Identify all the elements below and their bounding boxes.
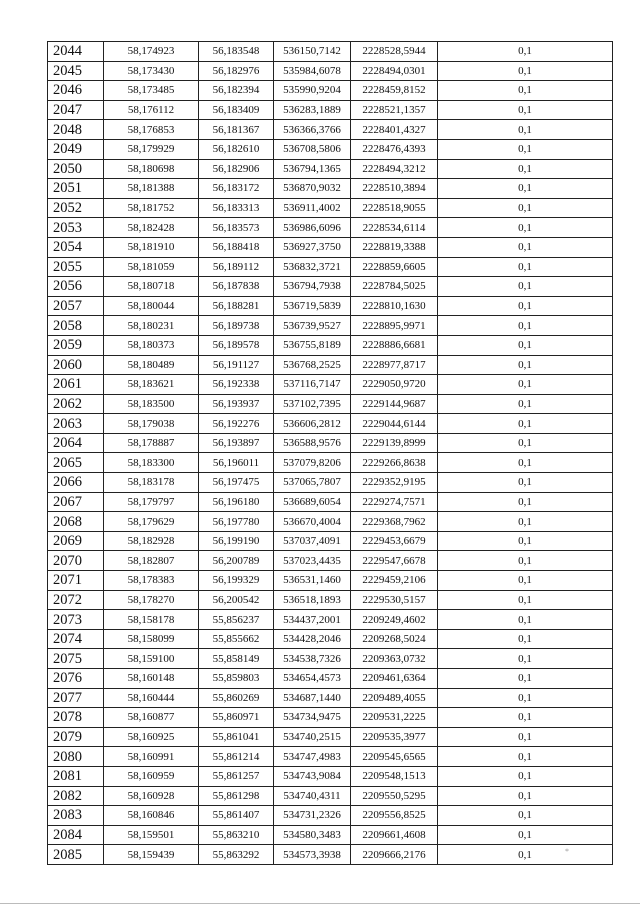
x-coordinate-cell: 536755,8189: [274, 335, 351, 355]
y-coordinate-cell: 2209535,3977: [351, 727, 438, 747]
point-number-cell: 2069: [48, 531, 104, 551]
y-coordinate-cell: 2228895,9971: [351, 316, 438, 336]
x-coordinate-cell: 534437,2001: [274, 610, 351, 630]
point-number-cell: 2081: [48, 766, 104, 786]
latitude-cell: 58,160959: [104, 766, 199, 786]
latitude-cell: 58,160928: [104, 786, 199, 806]
y-coordinate-cell: 2209661,4608: [351, 825, 438, 845]
table-row: [48, 139, 613, 159]
longitude-cell: 56,193897: [199, 433, 274, 453]
latitude-cell: 58,183621: [104, 375, 199, 395]
longitude-cell: 55,861407: [199, 806, 274, 826]
value-cell: 0,1: [438, 414, 613, 434]
y-coordinate-cell: 2209249,4602: [351, 610, 438, 630]
latitude-cell: 58,174923: [104, 42, 199, 62]
longitude-cell: 55,863210: [199, 825, 274, 845]
table-row: [48, 571, 613, 591]
table-row: [48, 629, 613, 649]
point-number-cell: 2079: [48, 727, 104, 747]
x-coordinate-cell: 536588,9576: [274, 433, 351, 453]
longitude-cell: 55,856237: [199, 610, 274, 630]
table-row: [48, 335, 613, 355]
x-coordinate-cell: 536518,1893: [274, 590, 351, 610]
point-number-cell: 2065: [48, 453, 104, 473]
value-cell: 0,1: [438, 708, 613, 728]
value-cell: 0,1: [438, 747, 613, 767]
table-row: [48, 433, 613, 453]
longitude-cell: 56,192276: [199, 414, 274, 434]
longitude-cell: 56,188418: [199, 237, 274, 257]
x-coordinate-cell: 536794,1365: [274, 159, 351, 179]
longitude-cell: 56,183573: [199, 218, 274, 238]
point-number-cell: 2061: [48, 375, 104, 395]
value-cell: 0,1: [438, 198, 613, 218]
y-coordinate-cell: 2229139,8999: [351, 433, 438, 453]
table-row: [48, 120, 613, 140]
coordinates-table: [47, 41, 613, 865]
table-row: [48, 845, 613, 865]
latitude-cell: 58,181059: [104, 257, 199, 277]
longitude-cell: 56,183548: [199, 42, 274, 62]
y-coordinate-cell: 2209461,6364: [351, 669, 438, 689]
table-row: [48, 257, 613, 277]
y-coordinate-cell: 2229368,7962: [351, 512, 438, 532]
x-coordinate-cell: 536689,6054: [274, 492, 351, 512]
longitude-cell: 56,196011: [199, 453, 274, 473]
value-cell: 0,1: [438, 159, 613, 179]
value-cell: 0,1: [438, 531, 613, 551]
value-cell: 0,1: [438, 590, 613, 610]
longitude-cell: 55,858149: [199, 649, 274, 669]
page-bottom-edge: [0, 903, 640, 904]
point-number-cell: 2054: [48, 237, 104, 257]
latitude-cell: 58,182428: [104, 218, 199, 238]
x-coordinate-cell: 536670,4004: [274, 512, 351, 532]
longitude-cell: 56,188281: [199, 296, 274, 316]
value-cell: 0,1: [438, 100, 613, 120]
y-coordinate-cell: 2228494,0301: [351, 61, 438, 81]
point-number-cell: 2057: [48, 296, 104, 316]
longitude-cell: 56,200542: [199, 590, 274, 610]
latitude-cell: 58,178270: [104, 590, 199, 610]
point-number-cell: 2077: [48, 688, 104, 708]
latitude-cell: 58,179929: [104, 139, 199, 159]
x-coordinate-cell: 534747,4983: [274, 747, 351, 767]
y-coordinate-cell: 2229352,9195: [351, 473, 438, 493]
longitude-cell: 56,193937: [199, 394, 274, 414]
latitude-cell: 58,180718: [104, 277, 199, 297]
longitude-cell: 55,861257: [199, 766, 274, 786]
longitude-cell: 56,197780: [199, 512, 274, 532]
y-coordinate-cell: 2228401,4327: [351, 120, 438, 140]
y-coordinate-cell: 2209489,4055: [351, 688, 438, 708]
table-row: [48, 492, 613, 512]
longitude-cell: 55,861298: [199, 786, 274, 806]
longitude-cell: 56,182394: [199, 81, 274, 101]
value-cell: 0,1: [438, 179, 613, 199]
y-coordinate-cell: 2229274,7571: [351, 492, 438, 512]
latitude-cell: 58,180044: [104, 296, 199, 316]
longitude-cell: 55,860971: [199, 708, 274, 728]
value-cell: 0,1: [438, 316, 613, 336]
table-row: [48, 375, 613, 395]
value-cell: 0,1: [438, 806, 613, 826]
longitude-cell: 56,183313: [199, 198, 274, 218]
x-coordinate-cell: 536986,6096: [274, 218, 351, 238]
y-coordinate-cell: 2229044,6144: [351, 414, 438, 434]
latitude-cell: 58,179797: [104, 492, 199, 512]
value-cell: 0,1: [438, 218, 613, 238]
point-number-cell: 2070: [48, 551, 104, 571]
value-cell: 0,1: [438, 786, 613, 806]
longitude-cell: 56,200789: [199, 551, 274, 571]
table-row: [48, 786, 613, 806]
x-coordinate-cell: 537102,7395: [274, 394, 351, 414]
table-row: [48, 551, 613, 571]
point-number-cell: 2073: [48, 610, 104, 630]
x-coordinate-cell: 536794,7938: [274, 277, 351, 297]
latitude-cell: 58,181752: [104, 198, 199, 218]
table-row: [48, 453, 613, 473]
latitude-cell: 58,158099: [104, 629, 199, 649]
x-coordinate-cell: 536719,5839: [274, 296, 351, 316]
table-row: [48, 159, 613, 179]
latitude-cell: 58,173430: [104, 61, 199, 81]
point-number-cell: 2068: [48, 512, 104, 532]
value-cell: 0,1: [438, 492, 613, 512]
table-row: [48, 649, 613, 669]
table-row: [48, 100, 613, 120]
point-number-cell: 2078: [48, 708, 104, 728]
x-coordinate-cell: 534740,4311: [274, 786, 351, 806]
y-coordinate-cell: 2209556,8525: [351, 806, 438, 826]
value-cell: 0,1: [438, 571, 613, 591]
value-cell: 0,1: [438, 277, 613, 297]
value-cell: 0,1: [438, 296, 613, 316]
x-coordinate-cell: 534428,2046: [274, 629, 351, 649]
table-row: [48, 394, 613, 414]
table-row: [48, 355, 613, 375]
x-coordinate-cell: 536911,4002: [274, 198, 351, 218]
x-coordinate-cell: 534654,4573: [274, 669, 351, 689]
latitude-cell: 58,160877: [104, 708, 199, 728]
x-coordinate-cell: 537116,7147: [274, 375, 351, 395]
y-coordinate-cell: 2228534,6114: [351, 218, 438, 238]
latitude-cell: 58,179038: [104, 414, 199, 434]
longitude-cell: 56,191127: [199, 355, 274, 375]
value-cell: 0,1: [438, 355, 613, 375]
longitude-cell: 56,181367: [199, 120, 274, 140]
x-coordinate-cell: 536739,9527: [274, 316, 351, 336]
y-coordinate-cell: 2228476,4393: [351, 139, 438, 159]
x-coordinate-cell: 534573,3938: [274, 845, 351, 865]
longitude-cell: 56,199329: [199, 571, 274, 591]
value-cell: 0,1: [438, 825, 613, 845]
latitude-cell: 58,183300: [104, 453, 199, 473]
value-cell: 0,1: [438, 669, 613, 689]
x-coordinate-cell: 536832,3721: [274, 257, 351, 277]
latitude-cell: 58,160925: [104, 727, 199, 747]
point-number-cell: 2048: [48, 120, 104, 140]
latitude-cell: 58,176112: [104, 100, 199, 120]
y-coordinate-cell: 2229459,2106: [351, 571, 438, 591]
y-coordinate-cell: 2229144,9687: [351, 394, 438, 414]
longitude-cell: 55,863292: [199, 845, 274, 865]
value-cell: 0,1: [438, 727, 613, 747]
value-cell: 0,1: [438, 120, 613, 140]
y-coordinate-cell: 2228859,6605: [351, 257, 438, 277]
latitude-cell: 58,179629: [104, 512, 199, 532]
table-row: [48, 179, 613, 199]
latitude-cell: 58,180489: [104, 355, 199, 375]
point-number-cell: 2053: [48, 218, 104, 238]
x-coordinate-cell: 534580,3483: [274, 825, 351, 845]
table-row: [48, 806, 613, 826]
table-row: [48, 610, 613, 630]
point-number-cell: 2050: [48, 159, 104, 179]
value-cell: 0,1: [438, 139, 613, 159]
point-number-cell: 2071: [48, 571, 104, 591]
latitude-cell: 58,182928: [104, 531, 199, 551]
latitude-cell: 58,180698: [104, 159, 199, 179]
latitude-cell: 58,158178: [104, 610, 199, 630]
scan-speck: *: [565, 847, 569, 856]
longitude-cell: 56,189112: [199, 257, 274, 277]
point-number-cell: 2084: [48, 825, 104, 845]
longitude-cell: 56,199190: [199, 531, 274, 551]
x-coordinate-cell: 536870,9032: [274, 179, 351, 199]
value-cell: 0,1: [438, 512, 613, 532]
latitude-cell: 58,183500: [104, 394, 199, 414]
x-coordinate-cell: 534731,2326: [274, 806, 351, 826]
table-row: [48, 708, 613, 728]
table-row: [48, 747, 613, 767]
table-row: [48, 669, 613, 689]
value-cell: 0,1: [438, 649, 613, 669]
value-cell: 0,1: [438, 551, 613, 571]
x-coordinate-cell: 536283,1889: [274, 100, 351, 120]
point-number-cell: 2052: [48, 198, 104, 218]
latitude-cell: 58,160991: [104, 747, 199, 767]
point-number-cell: 2080: [48, 747, 104, 767]
y-coordinate-cell: 2209268,5024: [351, 629, 438, 649]
latitude-cell: 58,181388: [104, 179, 199, 199]
table-row: [48, 825, 613, 845]
table-body: [48, 42, 613, 865]
value-cell: 0,1: [438, 845, 613, 865]
y-coordinate-cell: 2228459,8152: [351, 81, 438, 101]
point-number-cell: 2075: [48, 649, 104, 669]
longitude-cell: 56,192338: [199, 375, 274, 395]
point-number-cell: 2072: [48, 590, 104, 610]
point-number-cell: 2062: [48, 394, 104, 414]
x-coordinate-cell: 536531,1460: [274, 571, 351, 591]
point-number-cell: 2044: [48, 42, 104, 62]
y-coordinate-cell: 2228528,5944: [351, 42, 438, 62]
value-cell: 0,1: [438, 61, 613, 81]
table-row: [48, 688, 613, 708]
value-cell: 0,1: [438, 257, 613, 277]
value-cell: 0,1: [438, 237, 613, 257]
y-coordinate-cell: 2229050,9720: [351, 375, 438, 395]
table-row: [48, 414, 613, 434]
y-coordinate-cell: 2209666,2176: [351, 845, 438, 865]
value-cell: 0,1: [438, 453, 613, 473]
table-row: [48, 512, 613, 532]
longitude-cell: 56,189578: [199, 335, 274, 355]
value-cell: 0,1: [438, 610, 613, 630]
point-number-cell: 2066: [48, 473, 104, 493]
table-row: [48, 198, 613, 218]
latitude-cell: 58,180373: [104, 335, 199, 355]
point-number-cell: 2060: [48, 355, 104, 375]
table-row: [48, 218, 613, 238]
x-coordinate-cell: 536927,3750: [274, 237, 351, 257]
x-coordinate-cell: 537065,7807: [274, 473, 351, 493]
latitude-cell: 58,178887: [104, 433, 199, 453]
point-number-cell: 2058: [48, 316, 104, 336]
latitude-cell: 58,160846: [104, 806, 199, 826]
table-row: [48, 61, 613, 81]
longitude-cell: 55,860269: [199, 688, 274, 708]
latitude-cell: 58,173485: [104, 81, 199, 101]
point-number-cell: 2047: [48, 100, 104, 120]
point-number-cell: 2055: [48, 257, 104, 277]
x-coordinate-cell: 537037,4091: [274, 531, 351, 551]
point-number-cell: 2067: [48, 492, 104, 512]
x-coordinate-cell: 536150,7142: [274, 42, 351, 62]
latitude-cell: 58,182807: [104, 551, 199, 571]
value-cell: 0,1: [438, 766, 613, 786]
point-number-cell: 2064: [48, 433, 104, 453]
longitude-cell: 56,187838: [199, 277, 274, 297]
longitude-cell: 56,196180: [199, 492, 274, 512]
latitude-cell: 58,159100: [104, 649, 199, 669]
latitude-cell: 58,160444: [104, 688, 199, 708]
latitude-cell: 58,178383: [104, 571, 199, 591]
x-coordinate-cell: 536606,2812: [274, 414, 351, 434]
longitude-cell: 55,861041: [199, 727, 274, 747]
x-coordinate-cell: 535990,9204: [274, 81, 351, 101]
latitude-cell: 58,181910: [104, 237, 199, 257]
point-number-cell: 2049: [48, 139, 104, 159]
y-coordinate-cell: 2209363,0732: [351, 649, 438, 669]
value-cell: 0,1: [438, 433, 613, 453]
latitude-cell: 58,183178: [104, 473, 199, 493]
point-number-cell: 2051: [48, 179, 104, 199]
longitude-cell: 56,182610: [199, 139, 274, 159]
x-coordinate-cell: 534740,2515: [274, 727, 351, 747]
latitude-cell: 58,159439: [104, 845, 199, 865]
y-coordinate-cell: 2228518,9055: [351, 198, 438, 218]
x-coordinate-cell: 534538,7326: [274, 649, 351, 669]
y-coordinate-cell: 2209531,2225: [351, 708, 438, 728]
table-row: [48, 237, 613, 257]
value-cell: 0,1: [438, 81, 613, 101]
value-cell: 0,1: [438, 473, 613, 493]
y-coordinate-cell: 2209548,1513: [351, 766, 438, 786]
longitude-cell: 56,182906: [199, 159, 274, 179]
point-number-cell: 2059: [48, 335, 104, 355]
latitude-cell: 58,160148: [104, 669, 199, 689]
longitude-cell: 56,182976: [199, 61, 274, 81]
y-coordinate-cell: 2228886,6681: [351, 335, 438, 355]
y-coordinate-cell: 2229547,6678: [351, 551, 438, 571]
x-coordinate-cell: 537079,8206: [274, 453, 351, 473]
x-coordinate-cell: 535984,6078: [274, 61, 351, 81]
y-coordinate-cell: 2229453,6679: [351, 531, 438, 551]
value-cell: 0,1: [438, 394, 613, 414]
x-coordinate-cell: 537023,4435: [274, 551, 351, 571]
table-row: [48, 296, 613, 316]
longitude-cell: 56,183409: [199, 100, 274, 120]
x-coordinate-cell: 534734,9475: [274, 708, 351, 728]
longitude-cell: 55,861214: [199, 747, 274, 767]
point-number-cell: 2076: [48, 669, 104, 689]
point-number-cell: 2082: [48, 786, 104, 806]
point-number-cell: 2074: [48, 629, 104, 649]
x-coordinate-cell: 534687,1440: [274, 688, 351, 708]
y-coordinate-cell: 2228810,1630: [351, 296, 438, 316]
longitude-cell: 56,183172: [199, 179, 274, 199]
table-row: [48, 727, 613, 747]
x-coordinate-cell: 534743,9084: [274, 766, 351, 786]
table-row: [48, 531, 613, 551]
y-coordinate-cell: 2229266,8638: [351, 453, 438, 473]
value-cell: 0,1: [438, 335, 613, 355]
longitude-cell: 55,855662: [199, 629, 274, 649]
longitude-cell: 55,859803: [199, 669, 274, 689]
table-row: [48, 277, 613, 297]
point-number-cell: 2056: [48, 277, 104, 297]
y-coordinate-cell: 2209545,6565: [351, 747, 438, 767]
x-coordinate-cell: 536768,2525: [274, 355, 351, 375]
x-coordinate-cell: 536366,3766: [274, 120, 351, 140]
point-number-cell: 2085: [48, 845, 104, 865]
table-row: [48, 81, 613, 101]
latitude-cell: 58,159501: [104, 825, 199, 845]
longitude-cell: 56,197475: [199, 473, 274, 493]
y-coordinate-cell: 2228977,8717: [351, 355, 438, 375]
point-number-cell: 2063: [48, 414, 104, 434]
y-coordinate-cell: 2228494,3212: [351, 159, 438, 179]
table-row: [48, 590, 613, 610]
point-number-cell: 2045: [48, 61, 104, 81]
table-row: [48, 473, 613, 493]
value-cell: 0,1: [438, 629, 613, 649]
table-row: [48, 42, 613, 62]
latitude-cell: 58,176853: [104, 120, 199, 140]
y-coordinate-cell: 2228784,5025: [351, 277, 438, 297]
value-cell: 0,1: [438, 375, 613, 395]
y-coordinate-cell: 2229530,5157: [351, 590, 438, 610]
y-coordinate-cell: 2209550,5295: [351, 786, 438, 806]
table-row: [48, 766, 613, 786]
table-row: [48, 316, 613, 336]
value-cell: 0,1: [438, 688, 613, 708]
longitude-cell: 56,189738: [199, 316, 274, 336]
point-number-cell: 2083: [48, 806, 104, 826]
latitude-cell: 58,180231: [104, 316, 199, 336]
y-coordinate-cell: 2228510,3894: [351, 179, 438, 199]
value-cell: 0,1: [438, 42, 613, 62]
x-coordinate-cell: 536708,5806: [274, 139, 351, 159]
y-coordinate-cell: 2228521,1357: [351, 100, 438, 120]
point-number-cell: 2046: [48, 81, 104, 101]
y-coordinate-cell: 2228819,3388: [351, 237, 438, 257]
